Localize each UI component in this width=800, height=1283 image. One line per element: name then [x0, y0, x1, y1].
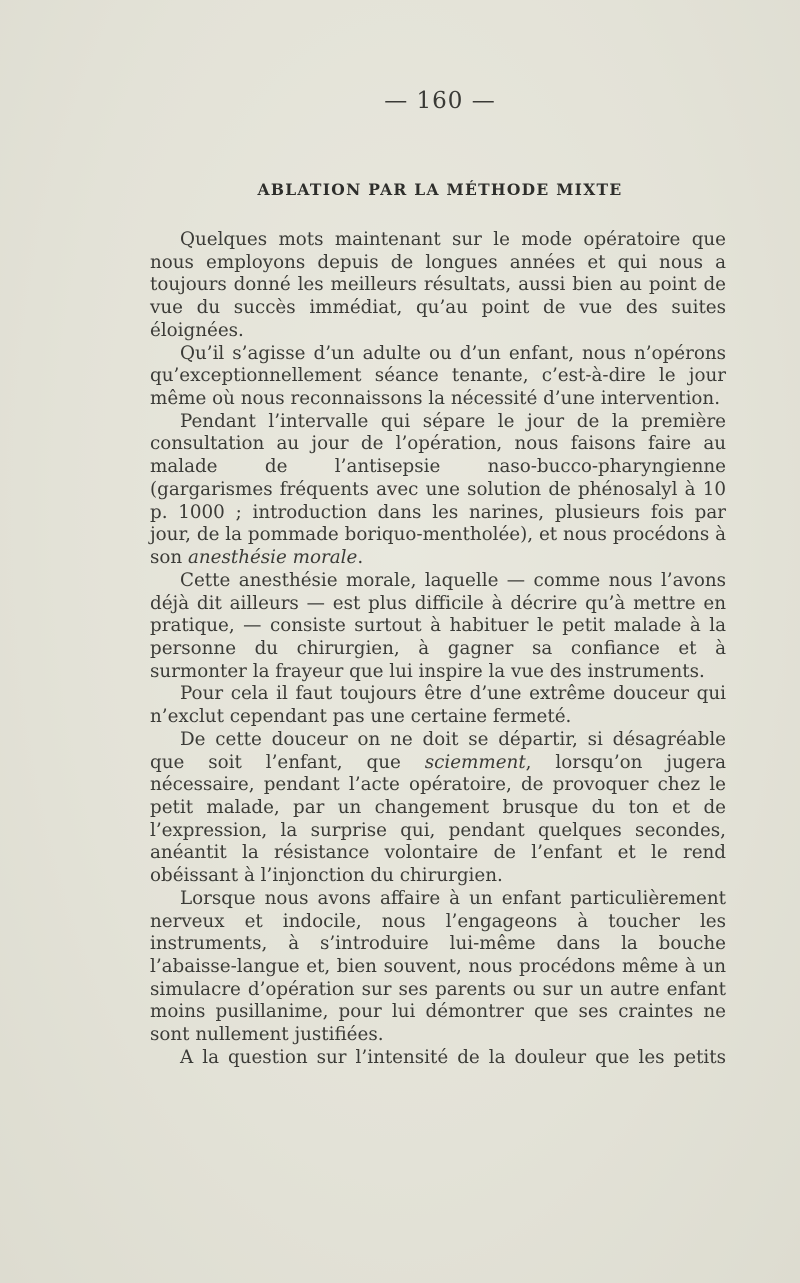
- paragraph: [150, 1047, 726, 1070]
- paragraph: [150, 229, 726, 343]
- text-run: Quelques mots maintenant sur le mode opératoire que nous employons depuis de longues années et qui nous a toujours donné les meilleurs résultats, aussi bien au point de vue du succès immédiat, qu’au point de vue des suites éloignées.: [150, 229, 726, 341]
- paragraph: [150, 411, 726, 570]
- text-run: .: [357, 547, 364, 569]
- paragraph: [150, 570, 726, 684]
- paragraph: [150, 343, 726, 411]
- paragraph: [150, 683, 726, 728]
- text-run: Lorsque nous avons affaire à un enfant particulièrement nerveux et indocile, nous l’engageons à toucher les instruments, à s’introduire lui-même dans la bouche l’abaisse-langue et, bien souvent, nous procédons même à un simulacre d’opération sur ses parents ou sur un autre enfant moins pusillanime, pour lui démontrer que ses craintes ne sont nullement justifiées.: [150, 887, 726, 1046]
- text-run: Cette anesthésie morale, laquelle — comme nous l’avons déjà dit ailleurs — est plus difficile à décrire qu’à mettre en pratique, — consiste surtout à habituer le petit malade à la personne du chirurgien, à gagner sa confiance et à surmonter la frayeur que lui inspire la vue des instruments.: [150, 569, 726, 682]
- text-run: Pendant l’intervalle qui sépare le jour de la première consultation au jour de l’opération, nous faisons faire au malade de l’antisepsie naso-bucco-pharyngienne (gargarismes fréquents avec une solution de phénosalyl à 10 p. 1000 ; introduction dans les narines, plusieurs fois par jour, de la pommade boriquo-mentholée), et nous procédons à son: [150, 410, 726, 569]
- italic-text: sciemment: [424, 751, 526, 773]
- section-heading: ABLATION PAR LA MÉTHODE MIXTE: [257, 180, 623, 199]
- text-run: , lorsqu’on jugera nécessaire, pendant l’acte opératoire, de provoquer chez le petit malade, par un changement brusque du ton et de l’expression, la surprise qui, pendant quelques secondes, anéantit la résistance volontaire de l’enfant et le rend obéissant à l’injonction du chirurgien.: [150, 751, 726, 887]
- text-run: A la question sur l’intensité de la douleur que les petits: [180, 1046, 726, 1068]
- paragraph: [150, 888, 726, 1047]
- text-run: De cette douceur on ne doit se départir, si désagréable que soit l’enfant, que: [150, 728, 726, 773]
- paragraph: [150, 729, 726, 888]
- page-number: — 160 —: [384, 88, 496, 114]
- text-run: Qu’il s’agisse d’un adulte ou d’un enfant, nous n’opérons qu’exceptionnellement séance tenante, c’est-à-dire le jour même où nous reconnaissons la nécessité d’une intervention.: [150, 342, 726, 410]
- body-text: [150, 229, 726, 1070]
- italic-text: anesthésie morale: [187, 547, 358, 569]
- text-run: Pour cela il faut toujours être d’une extrême douceur qui n’exclut cependant pas une certaine fermeté.: [150, 683, 726, 728]
